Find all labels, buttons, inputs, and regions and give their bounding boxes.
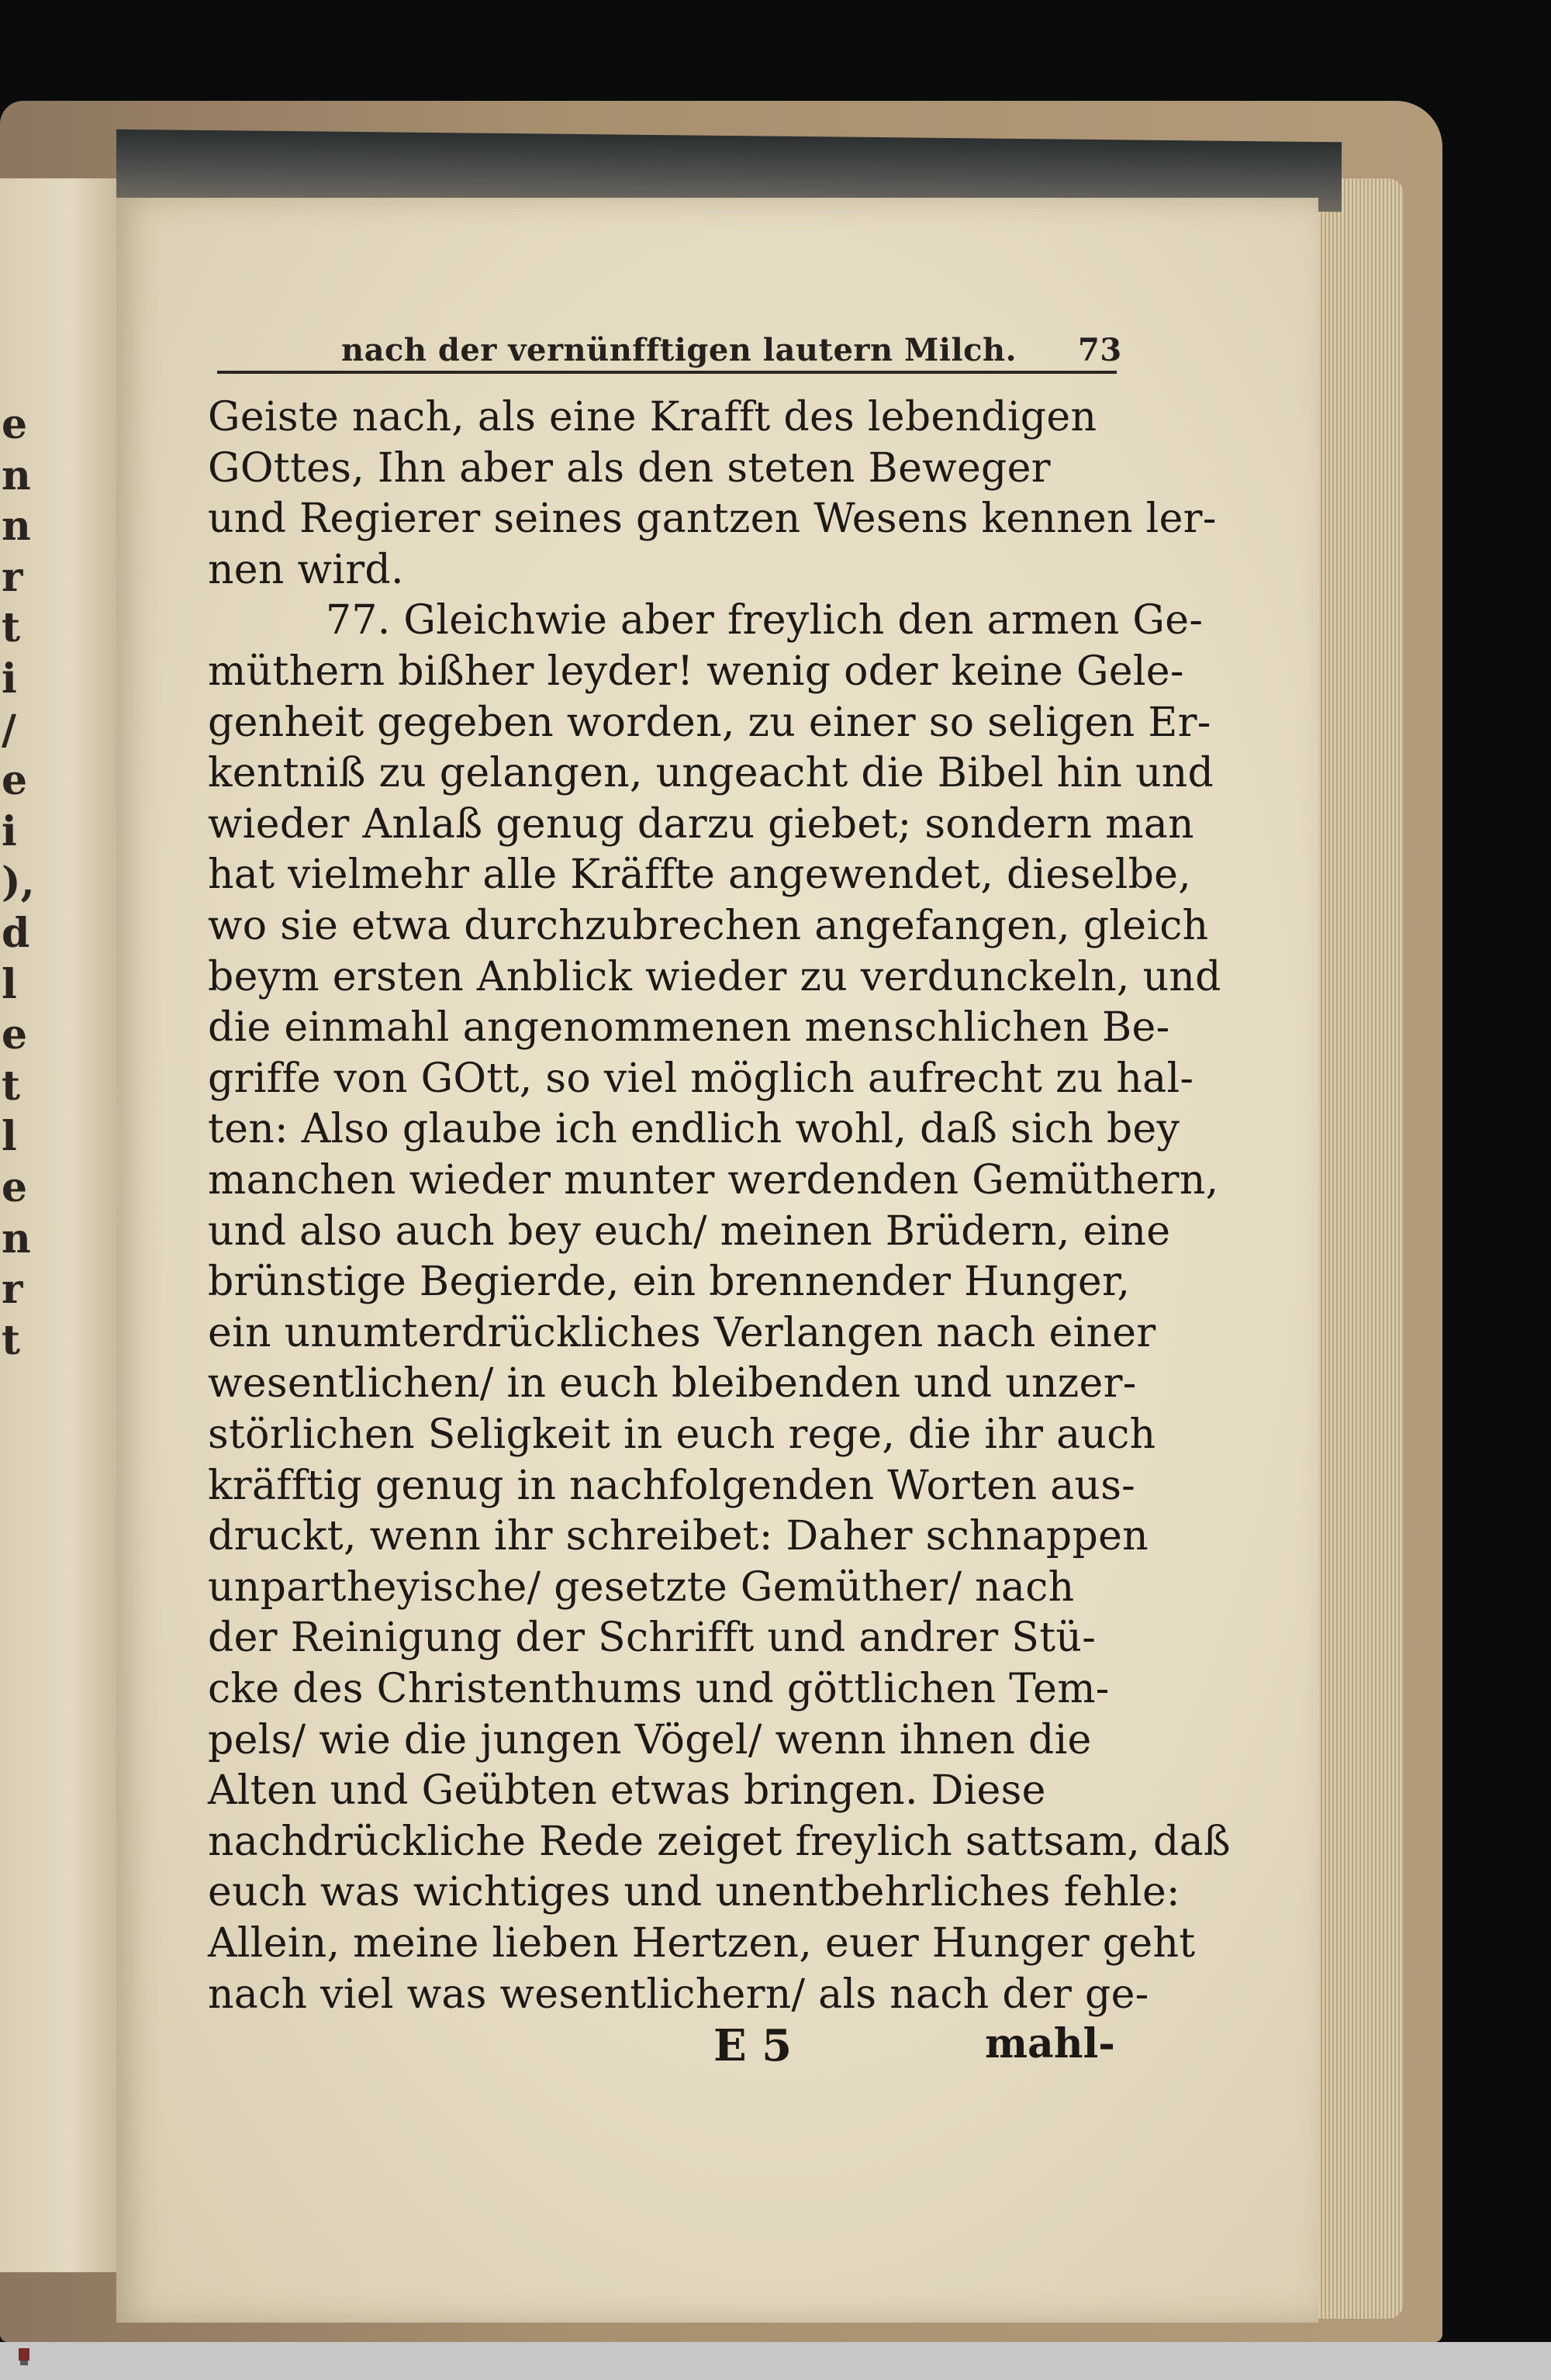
facing-page-edge xyxy=(0,178,116,2272)
text-line: nachdrückliche Rede zeiget freylich sattsam, daß xyxy=(208,1818,1231,1865)
running-head xyxy=(341,310,1132,380)
text-line: manchen wieder munter werdenden Gemüthern, xyxy=(208,1157,1219,1204)
facing-page-letter: n xyxy=(2,1214,31,1263)
facing-page-letter: l xyxy=(2,960,17,1008)
text-line: nach viel was wesentlichern/ als nach der ge- xyxy=(208,1971,1149,2018)
text-line: genheit gegeben worden, zu einer so seligen Er- xyxy=(208,699,1211,746)
facing-page-letter: d xyxy=(2,910,30,957)
text-line: wesentlichen/ in euch bleibenden und unzer- xyxy=(208,1360,1137,1408)
facing-page-letter: n xyxy=(2,451,31,499)
facing-page-letter: e xyxy=(2,1164,28,1211)
signature-mark: E 5 xyxy=(713,2020,793,2071)
text-line: kräfftig genug in nachfolgenden Worten aus- xyxy=(208,1462,1136,1509)
header-rule xyxy=(217,371,1117,374)
facing-page-letter: e xyxy=(2,401,28,448)
facing-page-letter: e xyxy=(2,1011,28,1059)
text-line: und also auch bey euch/ meinen Brüdern, eine xyxy=(208,1207,1171,1255)
page-number: 73 xyxy=(1078,332,1122,368)
running-head-title: nach der vernünfftigen lautern Milch. xyxy=(341,332,1017,368)
library-logo-icon xyxy=(5,2347,43,2376)
text-line: wo sie etwa durchzubrechen angefangen, gleich xyxy=(208,903,1209,949)
text-line: unpartheyische/ gesetzte Gemüther/ nach xyxy=(208,1563,1075,1611)
text-line: GOttes, Ihn aber als den steten Beweger xyxy=(208,444,1051,492)
text-line: griffe von GOtt, so viel möglich aufrecht zu hal- xyxy=(208,1055,1194,1102)
facing-page-letter: / xyxy=(2,706,16,754)
facing-page-letter: ), xyxy=(2,858,35,907)
text-line: euch was wichtiges und unentbehrliches fehle: xyxy=(208,1869,1180,1916)
facing-page-letter: t xyxy=(2,1062,21,1110)
facing-page-letter: t xyxy=(2,1316,21,1364)
viewer-bottom-bar xyxy=(0,2342,1551,2380)
text-line: kentniß zu gelangen, ungeacht die Bibel hin und xyxy=(208,750,1214,797)
facing-page-letter: t xyxy=(2,604,21,652)
text-line: Geiste nach, als eine Krafft des lebendigen xyxy=(208,394,1097,440)
text-line: hat vielmehr alle Kräffte angewendet, dieselbe, xyxy=(208,851,1192,899)
text-line: wieder Anlaß genug darzu giebet; sondern man xyxy=(208,800,1194,848)
text-line: der Reinigung der Schrifft und andrer Stü- xyxy=(208,1615,1097,1662)
text-line: Alten und Geübten etwas bringen. Diese xyxy=(208,1767,1046,1815)
text-line: ten: Also glaube ich endlich wohl, daß sich bey xyxy=(208,1106,1180,1153)
facing-page-letter: e xyxy=(2,757,28,805)
text-line: ein unumterdrückliches Verlangen nach einer xyxy=(208,1309,1156,1356)
text-line: nen wird. xyxy=(208,546,404,593)
facing-page-letter: i xyxy=(2,807,17,855)
facing-page-letter: i xyxy=(2,655,17,703)
facing-page-letter: r xyxy=(2,553,23,601)
facing-page-letter: l xyxy=(2,1113,17,1161)
text-line: cke des Christenthums und göttlichen Tem- xyxy=(208,1666,1110,1712)
facing-page-letters xyxy=(0,178,116,2195)
text-line: die einmahl angenommenen menschlichen Be- xyxy=(208,1004,1170,1052)
text-line: brünstige Begierde, ein brennender Hunger, xyxy=(208,1259,1131,1306)
facing-page-letter: r xyxy=(2,1266,23,1314)
text-line: pels/ wie die jungen Vögel/ wenn ihnen die xyxy=(208,1716,1092,1763)
text-line: und Regierer seines gantzen Wesens kennen ler- xyxy=(208,496,1217,543)
catchword: mahl- xyxy=(985,2020,1115,2067)
text-line: beym ersten Anblick wieder zu verdunckeln, und xyxy=(208,953,1221,1000)
text-line: Allein, meine lieben Hertzen, euer Hunger geht xyxy=(208,1920,1196,1967)
text-line: 77. Gleichwie aber freylich den armen Ge- xyxy=(326,597,1204,644)
text-line: druckt, wenn ihr schreibet: Daher schnappen xyxy=(208,1513,1149,1560)
facing-page-letter: n xyxy=(2,503,31,551)
text-line: müthern bißher leyder! wenig oder keine Gele- xyxy=(208,648,1184,695)
page-edges xyxy=(1311,178,1404,2319)
text-line: störlichen Seligkeit in euch rege, die ihr auch xyxy=(208,1411,1156,1458)
